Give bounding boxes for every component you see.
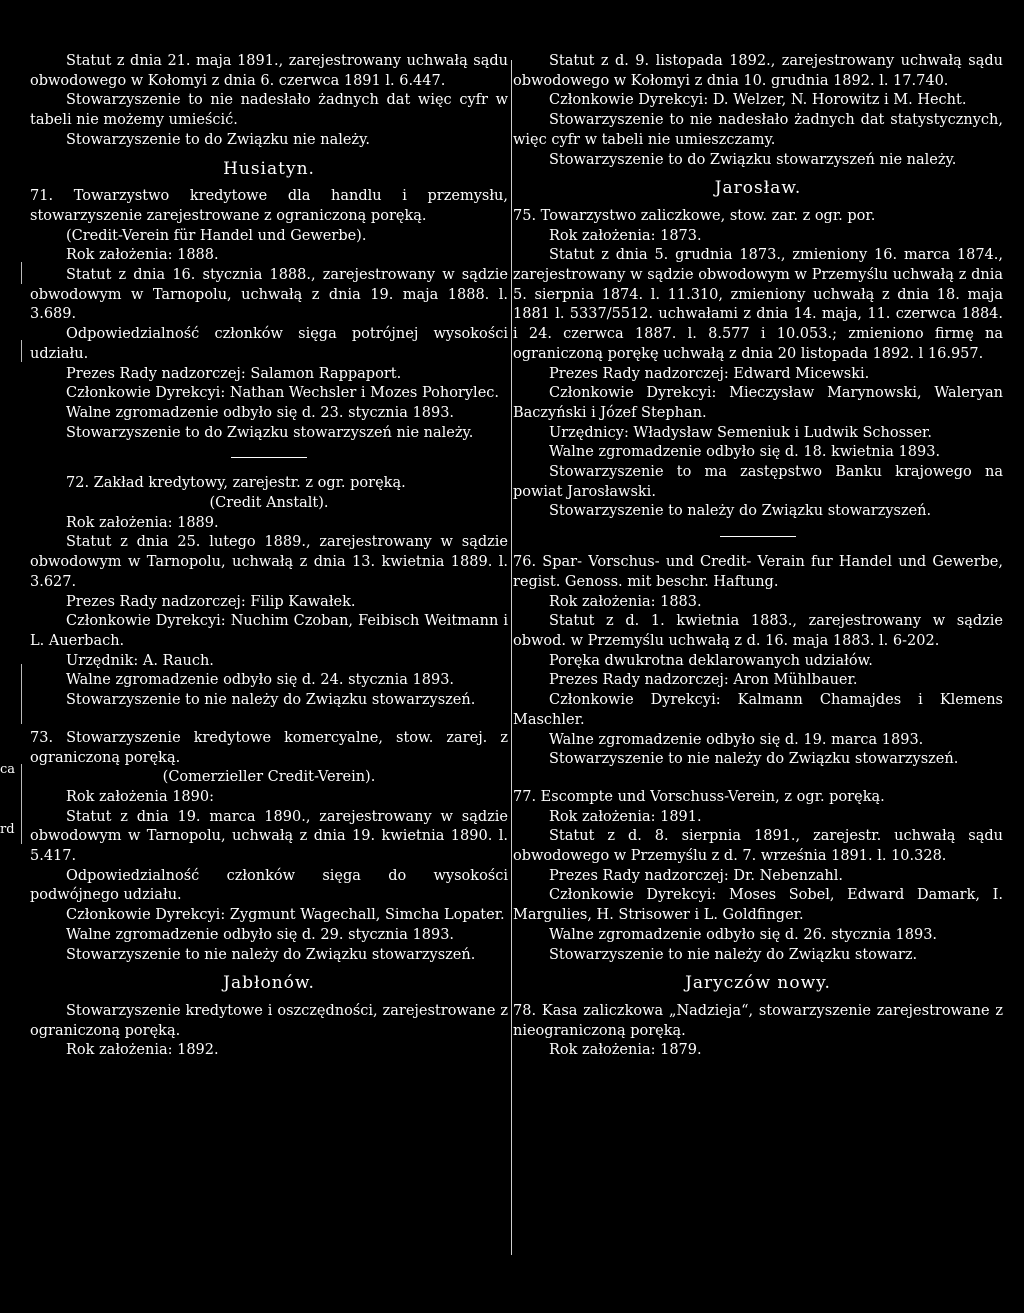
town-heading-jaryczow: Jaryczów nowy. (685, 973, 831, 994)
entry-heading-jablonow: Stowarzyszenie kredytowe i oszczędności, zarejestrowane z ograniczoną poręką. (30, 1002, 508, 1039)
paragraph: Stowarzyszenie to nie nadesłało żadnych dat więc cyfr w tabeli nie możemy umieścić. (30, 92, 508, 129)
left-column (30, 52, 508, 1061)
right-column (513, 52, 1003, 1061)
paragraph: Członkowie Dyrekcyi: Zygmunt Wagechall, Simcha Lopater. (66, 907, 505, 924)
entry-heading-71: 71. Towarzystwo kredytowe dla handlu i przemysłu, stowarzyszenie zarejestrowane z ograniczoną poręką. (30, 188, 508, 224)
separator-rule (231, 457, 307, 458)
paragraph: Statut z dnia 16. stycznia 1888., zarejestrowany w sądzie obwodowym w Tarnopolu, uchwałą z dnia 19. maja 1888. l. 3.689. (30, 267, 508, 323)
margin-line (21, 340, 22, 362)
paragraph: Rok założenia: 1879. (549, 1042, 702, 1059)
paragraph: Statut z d. 1. kwietnia 1883., zarejestrowany w sądzie obwod. w Przemyślu uchwałą z d. 16. maja 1883. l. 6-202. (513, 613, 1003, 649)
paragraph: Urzędnicy: Władysław Semeniuk i Ludwik Schosser. (549, 424, 932, 441)
paragraph: Stowarzyszenie to ma zastępstwo Banku krajowego na powiat Jarosławski. (513, 464, 1003, 500)
paragraph: Członkowie Dyrekcyi: Moses Sobel, Edward Damark, I. Margulies, H. Strisower i L. Goldfinger. (513, 887, 1003, 924)
paragraph: Stowarzyszenie to nie należy do Związku stowarzyszeń. (66, 692, 476, 709)
paragraph: Prezes Rady nadzorczej: Salamon Rappaport. (66, 365, 402, 382)
paragraph: Członkowie Dyrekcyi: Kalmann Chamajdes i Klemens Maschler. (513, 692, 1003, 728)
paragraph: Członkowie Dyrekcyi: D. Welzer, N. Horowitz i M. Hecht. (549, 92, 967, 109)
entry-heading-73: 73. Stowarzyszenie kredytowe komercyalne, stow. zarej. z ograniczoną poręką. (30, 729, 508, 766)
paragraph: Poręka dwukrotna deklarowanych udziałów. (549, 652, 873, 669)
town-heading-husiatyn: Husiatyn. (223, 158, 315, 179)
paragraph: Walne zgromadzenie odbyło się d. 23. stycznia 1893. (66, 404, 455, 421)
entry-german-name: (Comerzieller Credit-Verein). (162, 769, 376, 786)
paragraph: Statut z dnia 25. lutego 1889., zarejestrowany w sądzie obwodowym w Tarnopolu, uchwałą z dnia 13. kwietnia 1889. l. 3.627. (30, 534, 508, 590)
spacer (513, 770, 1003, 788)
margin-line (21, 262, 22, 284)
paragraph: Rok założenia: 1889. (66, 514, 219, 531)
paragraph: Stowarzyszenie to nie należy do Związku stowarzyszeń. (549, 751, 959, 768)
paragraph: Walne zgromadzenie odbyło się d. 26. stycznia 1893. (549, 926, 938, 943)
paragraph: Stowarzyszenie to należy do Związku stowarzyszeń. (549, 503, 932, 520)
entry-german-name: (Credit-Verein für Handel und Gewerbe). (66, 227, 367, 244)
paragraph: Prezes Rady nadzorczej: Dr. Nebenzahl. (549, 867, 843, 884)
column-divider (511, 60, 512, 1255)
paragraph: Walne zgromadzenie odbyło się d. 24. stycznia 1893. (66, 672, 455, 689)
paragraph: Stowarzyszenie to do Związku stowarzyszeń nie należy. (66, 424, 474, 441)
paragraph: Walne zgromadzenie odbyło się d. 29. stycznia 1893. (66, 926, 455, 943)
paragraph: Rok założenia: 1892. (66, 1042, 219, 1059)
paragraph: Statut z dnia 21. maja 1891., zarejestrowany uchwałą sądu obwodowego w Kołomyi z dnia 6. czerwca 1891 l. 6.447. (30, 53, 508, 89)
margin-line (21, 764, 22, 844)
spacer (30, 711, 508, 729)
paragraph: Rok założenia: 1888. (66, 247, 219, 264)
town-heading-jaroslaw: Jarosław. (714, 178, 802, 199)
entry-heading-76: 76. Spar- Vorschus- und Credit- Verain fur Handel und Gewerbe, regist. Genoss. mit beschr. Haftung. (513, 554, 1003, 590)
paragraph: Stowarzyszenie to nie należy do Związku stowarzyszeń. (66, 946, 476, 963)
entry-heading-72: 72. Zakład kredytowy, zarejestr. z ogr. poręką. (66, 475, 406, 492)
paragraph: Walne zgromadzenie odbyło się d. 19. marca 1893. (549, 731, 924, 748)
paragraph: Stowarzyszenie to nie należy do Związku stowarz. (549, 946, 918, 963)
entry-heading-77: 77. Escompte und Vorschuss-Verein, z ogr. poręką. (513, 788, 885, 805)
entry-heading-75: 75. Towarzystwo zaliczkowe, stow. zar. z ogr. por. (513, 207, 876, 224)
town-heading-jablonow: Jabłonów. (223, 973, 315, 994)
paragraph: Stowarzyszenie to do Związku stowarzyszeń nie należy. (549, 151, 957, 168)
entry-heading-78: 78. Kasa zaliczkowa „Nadzieja“, stowarzyszenie zarejestrowane z nieograniczoną poręką. (513, 1002, 1003, 1039)
paragraph: Prezes Rady nadzorczej: Filip Kawałek. (66, 593, 356, 610)
paragraph: Członkowie Dyrekcyi: Mieczysław Marynowski, Waleryan Baczyński i Józef Stephan. (513, 385, 1003, 421)
paragraph: Stowarzyszenie to do Związku nie należy. (66, 131, 370, 148)
paragraph: Rok założenia: 1891. (549, 808, 702, 825)
paragraph: Prezes Rady nadzorczej: Edward Micewski. (549, 365, 870, 382)
paragraph: Statut z d. 8. sierpnia 1891., zarejestr. uchwałą sądu obwodowego w Przemyślu z d. 7. września 1891. l. 10.328. (513, 828, 1003, 865)
paragraph: Rok założenia: 1873. (549, 227, 702, 244)
paragraph: Urzędnik: A. Rauch. (66, 652, 214, 669)
paragraph: Rok założenia 1890: (66, 788, 214, 805)
paragraph: Członkowie Dyrekcyi: Nuchim Czoban, Feibisch Weitmann i L. Auerbach. (30, 613, 508, 649)
paragraph: Walne zgromadzenie odbyło się d. 18. kwietnia 1893. (549, 444, 941, 461)
separator-rule (720, 536, 796, 537)
paragraph: Odpowiedzialność członków sięga potrójnej wysokości udziału. (30, 326, 508, 362)
paragraph: Statut z dnia 5. grudnia 1873., zmieniony 16. marca 1874., zarejestrowany w sądzie obwodowym w Przemyślu uchwałą z dnia 5. sierpnia 1874. l. 11.310, zmieniony uchwałą z dnia 18. maja 1881 l. 5337/5512. uchwałami z dnia 14. maja, 11. czerwca 1884. i 24. czerwca 1887. l. 8.577 i 10.053.; zmieniono firmę na ograniczoną porękę uchwałą z dnia 20 listopada 1892. l 16.957. (513, 247, 1003, 362)
paragraph: Statut z dnia 19. marca 1890., zarejestrowany w sądzie obwodowym w Tarnopolu, uchwałą z dnia 19. kwietnia 1890. l. 5.417. (30, 808, 508, 865)
paragraph: Rok założenia: 1883. (549, 593, 702, 610)
entry-german-name: (Credit Anstalt). (209, 495, 329, 512)
margin-fragment: rd (0, 822, 15, 837)
margin-fragment: ca (0, 762, 16, 777)
paragraph: Członkowie Dyrekcyi: Nathan Wechsler i Mozes Pohorylec. (66, 385, 500, 402)
paragraph: Odpowiedzialność członków sięga do wysokości podwójnego udziału. (30, 867, 508, 904)
paragraph: Statut z d. 9. listopada 1892., zarejestrowany uchwałą sądu obwodowego w Kołomyi z dnia 10. grudnia 1892. l. 17.740. (513, 53, 1003, 89)
paragraph: Stowarzyszenie to nie nadesłało żadnych dat statystycznych, więc cyfr w tabeli nie umieszczamy. (513, 112, 1003, 148)
margin-line (21, 664, 22, 724)
paragraph: Prezes Rady nadzorczej: Aron Mühlbauer. (549, 672, 858, 689)
